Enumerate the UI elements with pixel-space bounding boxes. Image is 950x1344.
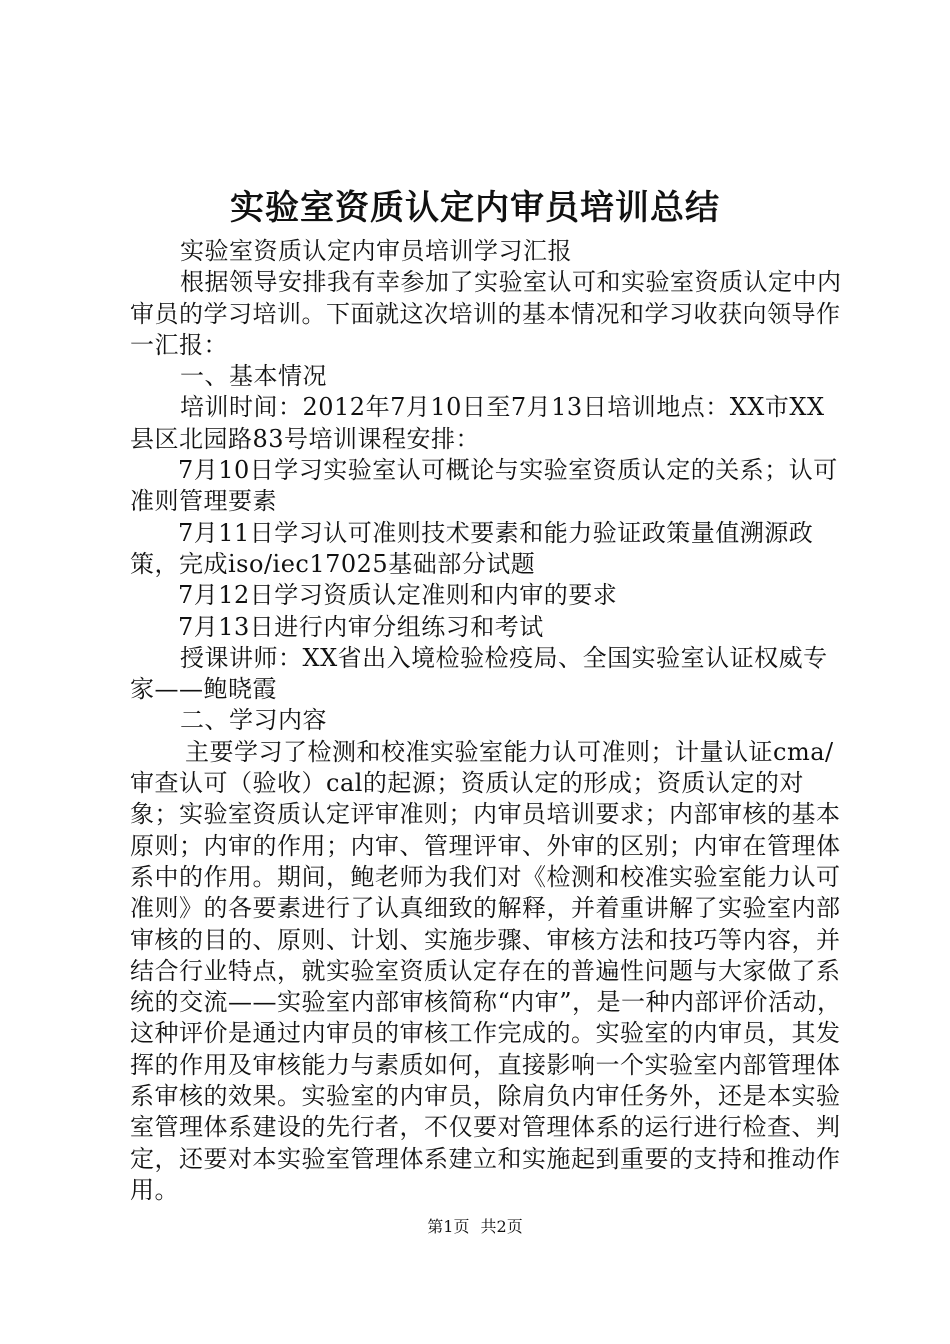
training-time-location: 培训时间：2012年7月10日至7月13日培训地点：XX市XX县区北园路83号培训课程安排： bbox=[130, 393, 825, 453]
section-heading-basic-info: 一、基本情况 bbox=[180, 362, 327, 391]
section-heading-study-content: 二、学习内容 bbox=[180, 706, 327, 735]
page-number: 第1页 bbox=[427, 1217, 470, 1236]
document-body bbox=[130, 236, 842, 1206]
report-subtitle: 实验室资质认定内审员培训学习汇报 bbox=[180, 237, 572, 265]
schedule-item-day-13: 7月13日进行内审分组练习和考试 bbox=[178, 612, 544, 641]
lecturer-paragraph: 授课讲师：XX省出入境检验检疫局、全国实验室认证权威专家——鲍晓霞 bbox=[130, 643, 828, 704]
page-total: 共2页 bbox=[480, 1217, 523, 1236]
document-title: 实验室资质认定内审员培训总结 bbox=[230, 188, 720, 228]
schedule-item-day-10: 7月10日学习实验室认可概论与实验室资质认定的关系；认可准则管理要素 bbox=[130, 456, 838, 516]
study-content-paragraph: 主要学习了检测和校准实验室能力认可准则；计量认证cma/审查认可（验收）cal的起源；资质认定的形成；资质认定的对象；实验室资质认定评审准则；内审员培训要求；内部审核的基本原则；内审的作用；内审、管理评审、外审的区别；内审在管理体系中的作用。期间，鲍老师为我们对《检测和校准实验室能力认可准则》的各要素进行了认真细致的解释，并着重讲解了实验室内部审核的目的、原则、计划、实施步骤、审核方法和技巧等内容，并结合行业特点，就实验室资质认定存在的普遍性问题与大家做了系统的交流——实验室内部审核简称“内审”，是一种内部评价活动，这种评价是通过内审员的审核工作完成的。实验室的内审员，其发挥的作用及审核能力与素质如何，直接影响一个实验室内部管理体系审核的效果。实验室的内审员，除肩负内审任务外，还是本实验室管理体系建设的先行者，不仅要对管理体系的运行进行检查、判定，还要对本实验室管理体系建立和实施起到重要的支持和推动作用。 bbox=[130, 737, 842, 1204]
schedule-item-day-12: 7月12日学习资质认定准则和内审的要求 bbox=[178, 581, 618, 610]
page-footer bbox=[0, 1216, 950, 1238]
intro-paragraph: 根据领导安排我有幸参加了实验室认可和实验室资质认定中内审员的学习培训。下面就这次培训的基本情况和学习收获向领导作一汇报： bbox=[130, 268, 842, 359]
schedule-item-day-11: 7月11日学习认可准则技术要素和能力验证政策量值溯源政策，完成iso/iec17025基础部分试题 bbox=[130, 518, 814, 578]
